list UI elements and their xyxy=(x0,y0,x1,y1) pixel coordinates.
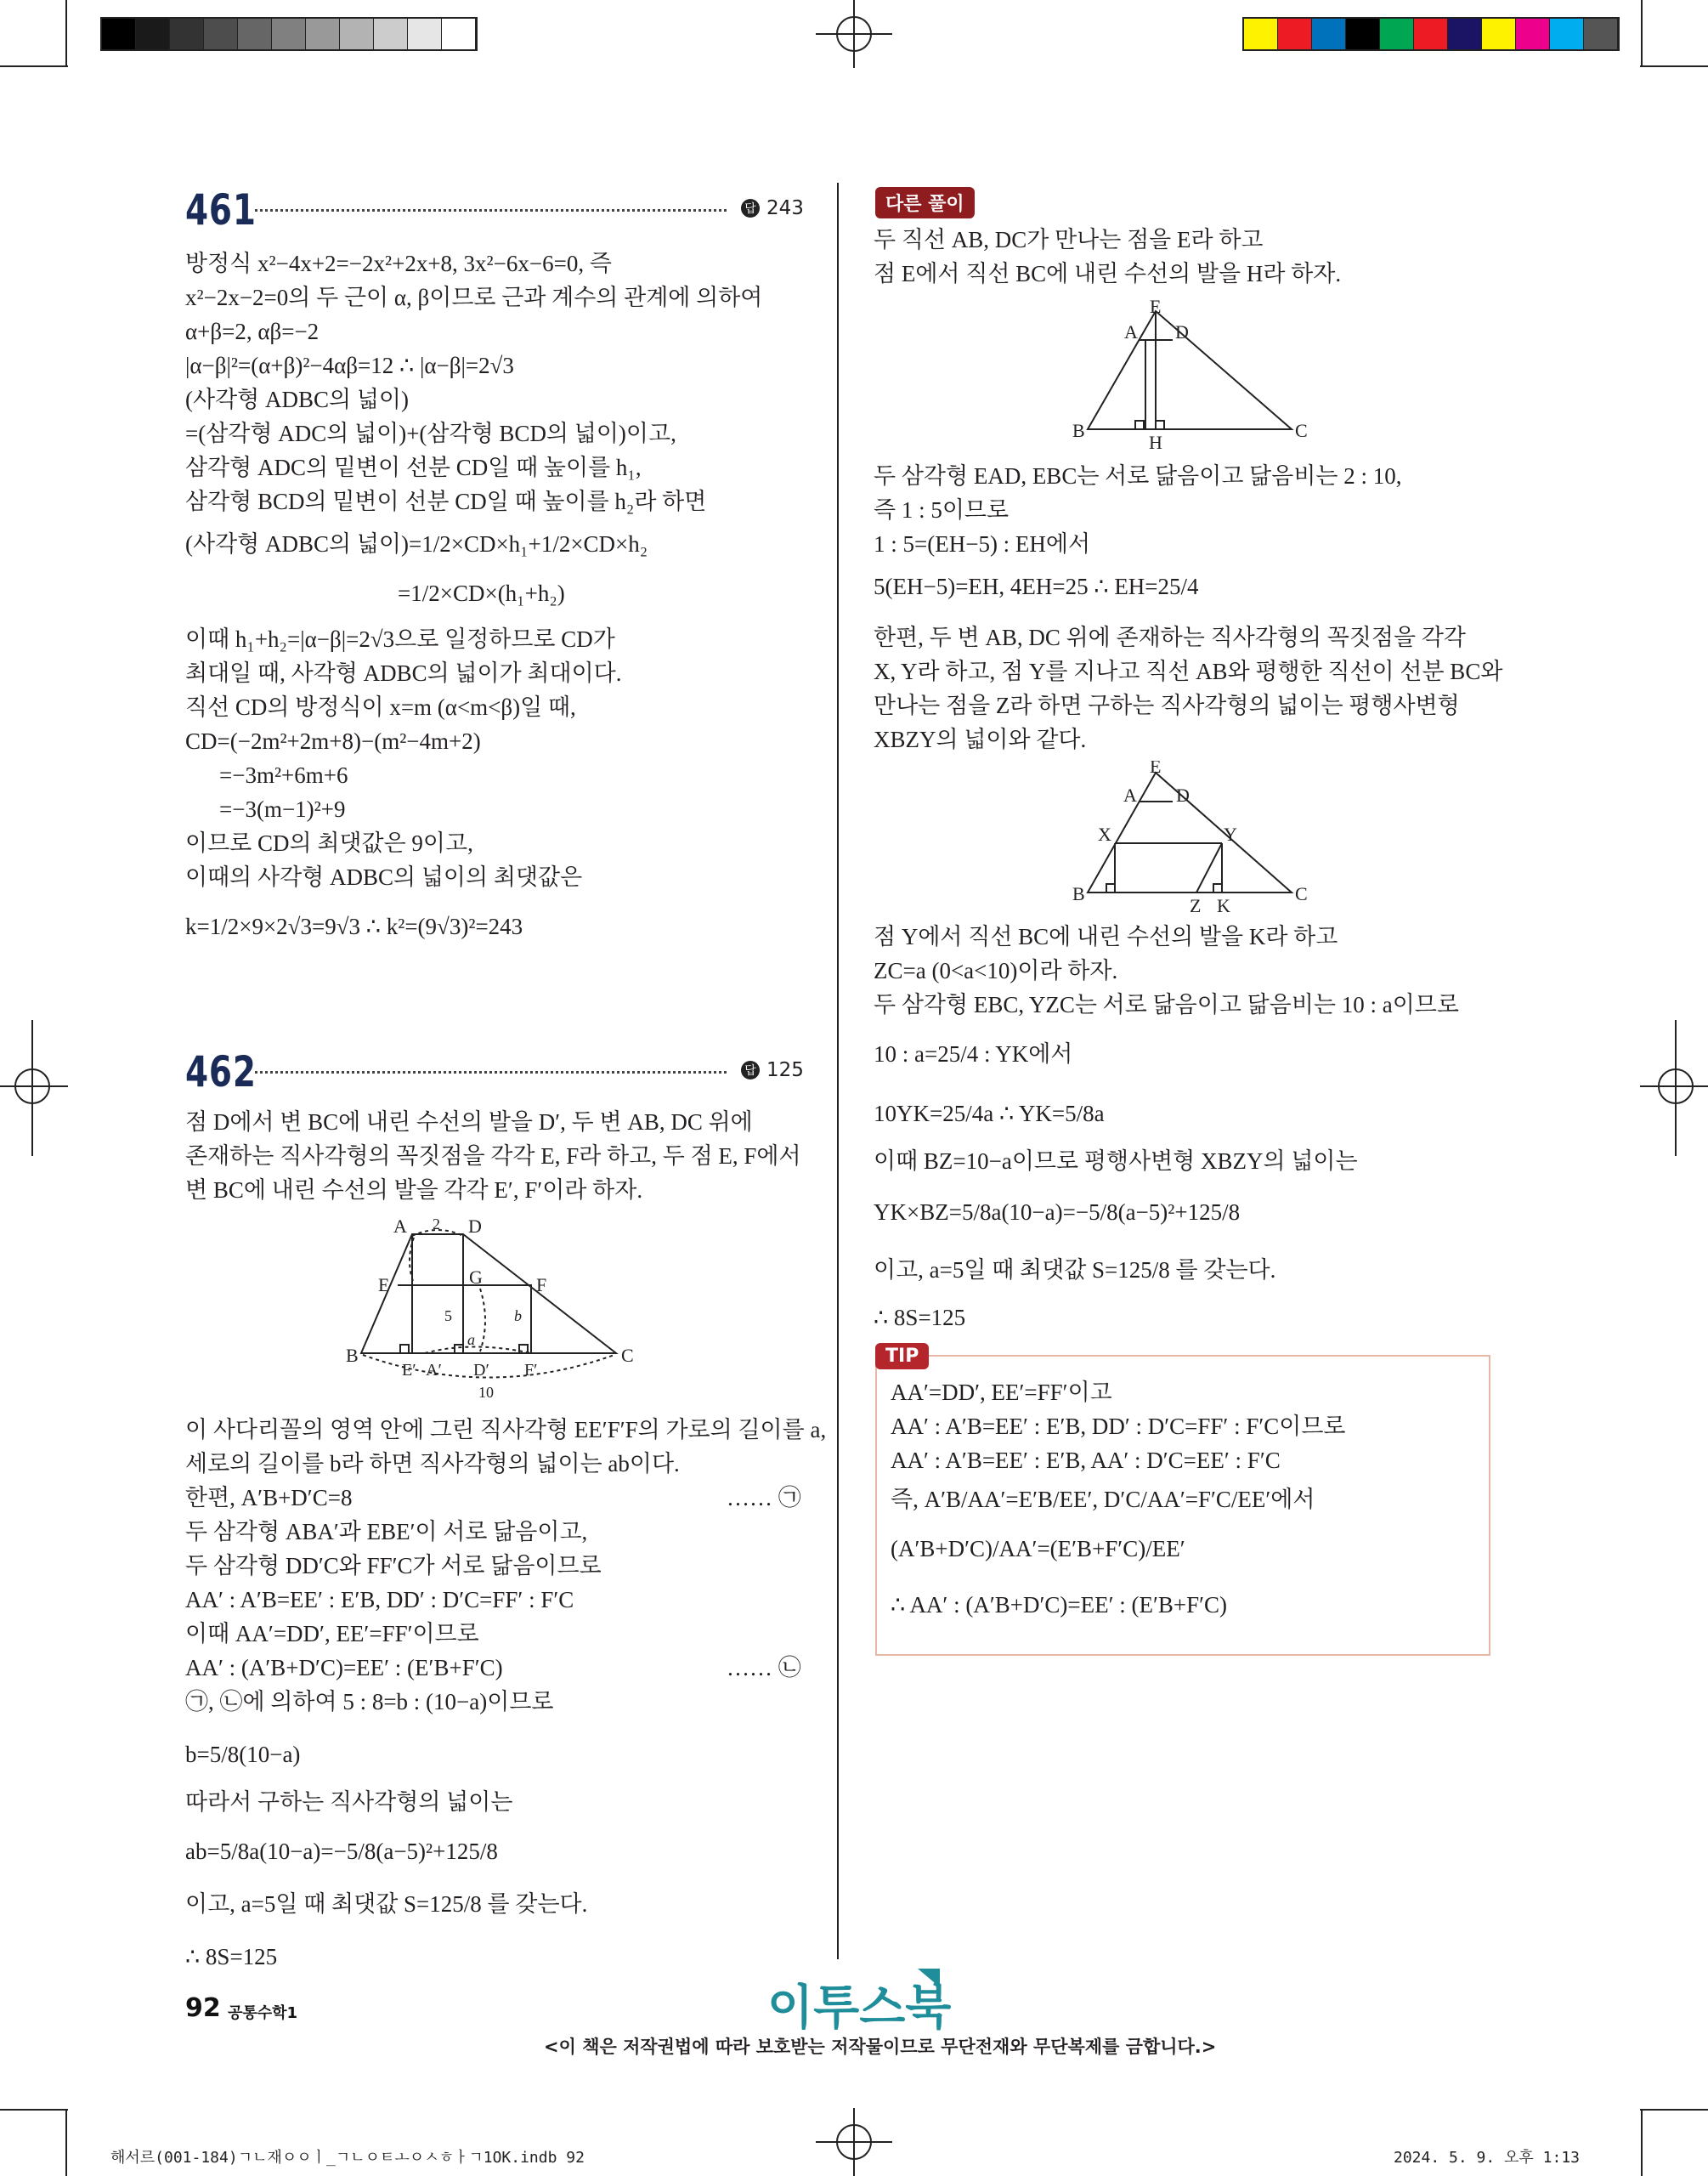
text-line: 이고, a=5일 때 최댓값 S=125/8 를 갖는다. xyxy=(874,1257,1276,1283)
column-divider xyxy=(837,183,839,1959)
label-a: A xyxy=(393,1217,407,1237)
swatch xyxy=(408,19,442,49)
divider-dots xyxy=(255,209,727,212)
answer-461: 답 243 xyxy=(741,197,804,219)
label-c: C xyxy=(1295,883,1308,904)
label-h: H xyxy=(1149,432,1162,450)
text-line: 방정식 x²−4x+2=−2x²+2x+8, 3x²−6x−6=0, 즉 xyxy=(185,251,612,276)
label-a-small: a xyxy=(467,1331,475,1348)
text-line: 점 Y에서 직선 BC에 내린 수선의 발을 K라 하고 xyxy=(874,924,1338,949)
swatch xyxy=(1414,19,1448,49)
label-z: Z xyxy=(1190,895,1202,914)
text-line: ∴ 8S=125 xyxy=(874,1305,966,1330)
text-line: =(삼각형 ADC의 넓이)+(삼각형 BCD의 넓이)이고, xyxy=(185,421,676,446)
text-line: X, Y라 하고, 점 Y를 지나고 직선 AB와 평행한 직선이 선분 BC와 xyxy=(874,659,1503,684)
text-line: (사각형 ADBC의 넓이)=1/2×CD×h₁+1/2×CD×h₂ xyxy=(185,531,648,557)
swatch xyxy=(1584,19,1618,49)
label-d: D xyxy=(1175,321,1189,343)
text-line: =1/2×CD×(h₁+h₂) xyxy=(398,581,565,606)
text-line: AA′ : A′B=EE′ : E′B, DD′ : D′C=FF′ : F′C xyxy=(185,1587,574,1612)
label-b: B xyxy=(1072,883,1085,904)
label-k: K xyxy=(1217,895,1230,914)
text-line: 즉, A′B/AA′=E′B/EE′, D′C/AA′=F′C/EE′에서 xyxy=(891,1487,1315,1512)
text-line: 이때 h₁+h₂=|α−β|=2√3으로 일정하므로 CD가 xyxy=(185,626,615,652)
label-e-prime: E′ xyxy=(402,1361,416,1380)
text-line: AA′ : A′B=EE′ : E′B, AA′ : D′C=EE′ : F′C xyxy=(891,1448,1281,1473)
label-c: C xyxy=(1295,420,1308,441)
label-d: D xyxy=(468,1217,482,1237)
text-line: 변 BC에 내린 수선의 발을 각각 E′, F′이라 하자. xyxy=(185,1177,643,1203)
text-line: =−3m²+6m+6 xyxy=(219,762,348,788)
answer-icon: 답 xyxy=(741,1061,760,1080)
text-line: 삼각형 BCD의 밑변이 선분 CD일 때 높이를 h₂라 하면 xyxy=(185,489,707,514)
swatch xyxy=(170,19,204,49)
text-line: 두 직선 AB, DC가 만나는 점을 E라 하고 xyxy=(874,227,1264,252)
swatch xyxy=(272,19,306,49)
label-a-prime: A′ xyxy=(426,1361,442,1380)
label-e: E xyxy=(1150,761,1162,777)
text-line: 5(EH−5)=EH, 4EH=25 ∴ EH=25/4 xyxy=(874,574,1199,599)
text-line: 세로의 길이를 b라 하면 직사각형의 넓이는 ab이다. xyxy=(185,1451,680,1476)
text-line: b=5/8(10−a) xyxy=(185,1742,301,1767)
page-number: 92 xyxy=(185,1993,221,2023)
book-title: 공통수학1 xyxy=(228,2004,298,2022)
label-f: F xyxy=(536,1274,547,1295)
answer-462: 답 125 xyxy=(741,1059,804,1081)
text-line: 점 D에서 변 BC에 내린 수선의 발을 D′, 두 변 AB, DC 위에 xyxy=(185,1109,753,1135)
text-line: 한편, 두 변 AB, DC 위에 존재하는 직사각형의 꼭짓점을 각각 xyxy=(874,625,1466,650)
label-f-prime: F′ xyxy=(524,1361,538,1380)
label-b-vertex: B xyxy=(346,1345,359,1366)
label-d-prime: D′ xyxy=(473,1361,489,1380)
text-line: =−3(m−1)²+9 xyxy=(219,796,346,822)
label-c: C xyxy=(621,1345,634,1366)
triangle-figure-1 xyxy=(1071,298,1309,450)
text-line: 삼각형 ADC의 밑변이 선분 CD일 때 높이를 h₁, xyxy=(185,455,642,480)
text-line: ∴ 8S=125 xyxy=(185,1944,278,1969)
divider-dots xyxy=(255,1071,727,1074)
mark-2: …… ㉡ xyxy=(727,1655,801,1680)
text-line: AA′=DD′, EE′=FF′이고 xyxy=(891,1380,1112,1405)
text-line: 존재하는 직사각형의 꼭짓점을 각각 E, F라 하고, 두 점 E, F에서 xyxy=(185,1143,801,1169)
text-line: AA′ : (A′B+D′C)=EE′ : (E′B+F′C) xyxy=(185,1655,503,1680)
text-line: 직선 CD의 방정식이 x=m (α<m<β)일 때, xyxy=(185,694,576,720)
label-d: D xyxy=(1176,785,1190,806)
swatch xyxy=(340,19,374,49)
text-line: 두 삼각형 ABA′과 EBE′이 서로 닮음이고, xyxy=(185,1519,588,1544)
trapezoid-figure xyxy=(344,1217,650,1404)
swatch xyxy=(102,19,136,49)
print-date: 2024. 5. 9. 오후 1:13 xyxy=(1394,2149,1581,2167)
color-calibration-bar xyxy=(1242,17,1620,51)
text-line: ZC=a (0<a<10)이라 하자. xyxy=(874,958,1118,983)
text-line: 최대일 때, 사각형 ADBC의 넓이가 최대이다. xyxy=(185,660,622,686)
problem-461-number: 461 xyxy=(185,185,257,235)
swatch xyxy=(1346,19,1380,49)
text-line: 10 : a=25/4 : YK에서 xyxy=(874,1041,1073,1067)
text-line: (A′B+D′C)/AA′=(E′B+F′C)/EE′ xyxy=(891,1536,1185,1561)
text-line: ab=5/8a(10−a)=−5/8(a−5)²+125/8 xyxy=(185,1839,498,1864)
mark-1: …… ㉠ xyxy=(727,1485,801,1510)
text-line: 1 : 5=(EH−5) : EH에서 xyxy=(874,531,1091,557)
text-line: CD=(−2m²+2m+8)−(m²−4m+2) xyxy=(185,728,481,754)
publisher-logo: 이투스북 xyxy=(767,1980,952,2036)
swatch xyxy=(1448,19,1482,49)
text-line: 이므로 CD의 최댓값은 9이고, xyxy=(185,830,473,856)
swatch xyxy=(238,19,272,49)
copyright-notice: <이 책은 저작권법에 따라 보호받는 저작물이므로 무단전재와 무단복제를 금합니다.> xyxy=(544,2037,1217,2057)
label-5: 5 xyxy=(444,1307,452,1324)
text-line: 10YK=25/4a ∴ YK=5/8a xyxy=(874,1101,1105,1126)
swatch xyxy=(1380,19,1414,49)
label-b: B xyxy=(1072,420,1085,441)
swatch xyxy=(374,19,408,49)
alt-solution-badge: 다른 풀이 xyxy=(875,187,975,218)
text-line: 두 삼각형 DD′C와 FF′C가 서로 닮음이므로 xyxy=(185,1553,602,1578)
label-y: Y xyxy=(1224,824,1237,845)
swatch xyxy=(1312,19,1346,49)
text-line: 이때 AA′=DD′, EE′=FF′이므로 xyxy=(185,1621,479,1646)
text-line: 이때 BZ=10−a이므로 평행사변형 XBZY의 넓이는 xyxy=(874,1148,1358,1174)
label-10: 10 xyxy=(478,1384,494,1401)
swatch xyxy=(1278,19,1312,49)
problem-462-number: 462 xyxy=(185,1047,257,1096)
text-line: 이고, a=5일 때 최댓값 S=125/8 를 갖는다. xyxy=(185,1891,588,1917)
label-2: 2 xyxy=(433,1217,440,1232)
swatch xyxy=(1516,19,1550,49)
text-line: 두 삼각형 EAD, EBC는 서로 닮음이고 닮음비는 2 : 10, xyxy=(874,463,1402,489)
tip-badge: TIP xyxy=(875,1343,929,1369)
label-x: X xyxy=(1098,824,1111,845)
triangle-figure-2 xyxy=(1071,761,1309,914)
file-name: 해서르(001-184)ㄱㄴ재ㅇㅇㅣ_ㄱㄴㅇㅌㅗㅇㅅㅎㅏㄱ1OK.indb 92 xyxy=(110,2149,585,2167)
label-a: A xyxy=(1124,321,1138,343)
label-e: E xyxy=(378,1274,390,1295)
label-g: G xyxy=(469,1266,483,1288)
text-line: x²−2x−2=0의 두 근이 α, β이므로 근과 계수의 관계에 의하여 xyxy=(185,285,763,310)
text-line: k=1/2×9×2√3=9√3 ∴ k²=(9√3)²=243 xyxy=(185,914,523,939)
answer-icon: 답 xyxy=(741,199,760,218)
text-line: ∴ AA′ : (A′B+D′C)=EE′ : (E′B+F′C) xyxy=(891,1592,1228,1618)
text-line: 만나는 점을 Z라 하면 구하는 직사각형의 넓이는 평행사변형 xyxy=(874,693,1460,718)
label-a: A xyxy=(1123,785,1137,806)
text-line: 두 삼각형 EBC, YZC는 서로 닮음이고 닮음비는 10 : a이므로 xyxy=(874,992,1459,1017)
text-line: 이 사다리꼴의 영역 안에 그린 직사각형 EE′F′F의 가로의 길이를 a, xyxy=(185,1417,827,1442)
label-b: b xyxy=(514,1307,522,1324)
swatch xyxy=(1244,19,1278,49)
text-line: 따라서 구하는 직사각형의 넓이는 xyxy=(185,1789,513,1815)
swatch xyxy=(1550,19,1584,49)
text-line: XBZY의 넓이와 같다. xyxy=(874,727,1087,752)
swatch xyxy=(442,19,476,49)
swatch xyxy=(1482,19,1516,49)
text-line: 이때의 사각형 ADBC의 넓이의 최댓값은 xyxy=(185,864,583,890)
swatch xyxy=(136,19,170,49)
text-line: AA′ : A′B=EE′ : E′B, DD′ : D′C=FF′ : F′C이므로 xyxy=(891,1414,1346,1439)
text-line: α+β=2, αβ=−2 xyxy=(185,319,320,344)
text-line: YK×BZ=5/8a(10−a)=−5/8(a−5)²+125/8 xyxy=(874,1199,1241,1225)
swatch xyxy=(204,19,238,49)
text-line: 즉 1 : 5이므로 xyxy=(874,497,1010,523)
text-line: ㉠, ㉡에 의하여 5 : 8=b : (10−a)이므로 xyxy=(185,1689,554,1714)
text-line: |α−β|²=(α+β)²−4αβ=12 ∴ |α−β|=2√3 xyxy=(185,353,514,378)
text-line: 점 E에서 직선 BC에 내린 수선의 발을 H라 하자. xyxy=(874,261,1342,286)
gray-calibration-bar xyxy=(100,17,478,51)
swatch xyxy=(306,19,340,49)
label-e: E xyxy=(1150,298,1162,317)
text-line: 한편, A′B+D′C=8 xyxy=(185,1485,353,1510)
text-line: (사각형 ADBC의 넓이) xyxy=(185,387,409,412)
